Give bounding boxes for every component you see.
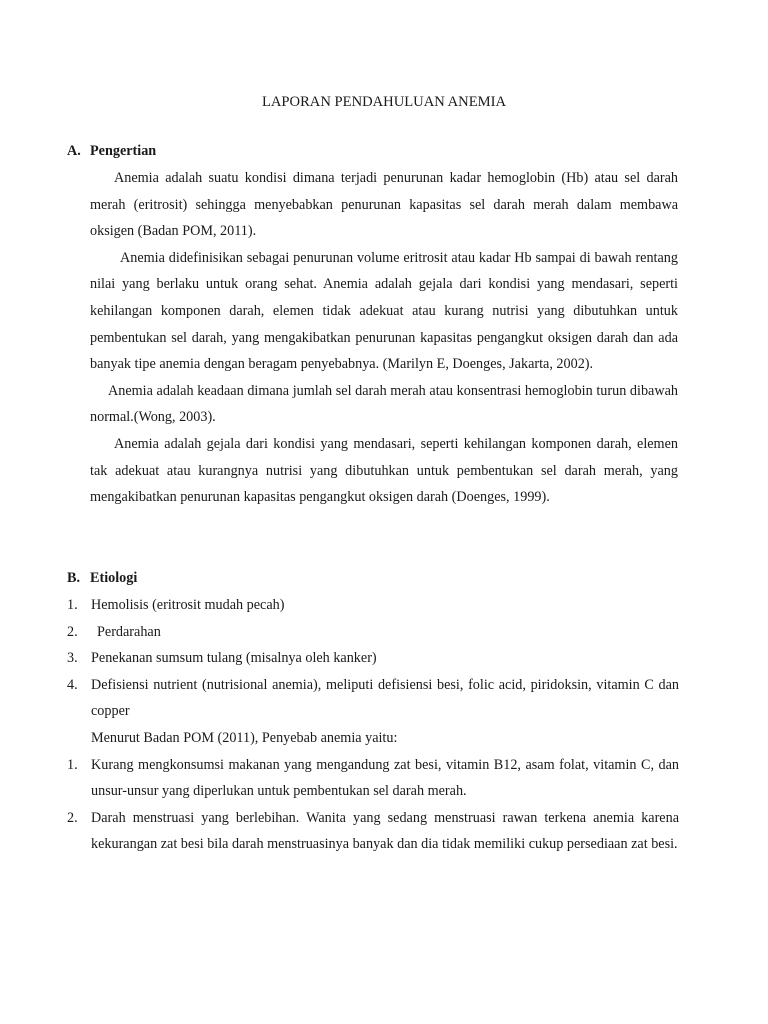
paragraph: Anemia adalah suatu kondisi dimana terjadi penurunan kadar hemoglobin (Hb) atau sel darah merah (eritrosit) sehingga menyebabkan penurunan kapasitas sel darah merah dalam membawa oksigen (Badan POM, 2011). [90,170,678,240]
list-item [67,619,679,646]
section-b-heading [67,567,679,589]
section-b-number: B. [67,570,81,586]
section-a-body [90,165,678,511]
paragraph: Anemia didefinisikan sebagai penurunan volume eritrosit atau kadar Hb sampai di bawah rentang nilai yang berlaku untuk orang sehat. Anemia adalah gejala dari kondisi yang mendasari, seperti kehilangan komponen darah, elemen tidak adekuat atau kurang nutrisi yang dibutuhkan untuk pembentukan sel darah, yang mengakibatkan penurunan kapasitas pengangkut oksigen darah dan ada banyak tipe anemia dengan beragam penyebabnya. (Marilyn E, Doenges, Jakarta, 2002). [90,249,678,373]
paragraph: Anemia adalah keadaan dimana jumlah sel darah merah atau konsentrasi hemoglobin turun dibawah normal.(Wong, 2003). [90,382,678,426]
list-number: 4. [67,676,78,693]
section-a-title: Pengertian [90,143,157,159]
list-item [67,672,679,725]
list-number: 1. [67,756,78,773]
list-number: 2. [67,623,78,640]
list-text: Hemolisis (eritrosit mudah pecah) [91,597,285,613]
section-a-number: A. [67,143,81,159]
list-text: Penekanan sumsum tulang (misalnya oleh kanker) [91,650,377,667]
list-item [67,645,679,672]
list-text: Defisiensi nutrient (nutrisional anemia), meliputi defisiensi besi, folic acid, piridoksin, vitamin C dan copper [91,676,679,720]
list-item [67,752,679,805]
list-text: Perdarahan [97,623,161,640]
section-b-title: Etiologi [90,570,138,586]
list-intro: Menurut Badan POM (2011), Penyebab anemia yaitu: [91,729,398,746]
paragraph: Anemia adalah gejala dari kondisi yang mendasari, seperti kehilangan komponen darah, elemen tak adekuat atau kurangnya nutrisi yang dibutuhkan untuk pembentukan sel darah merah, yang mengakibatkan penurunan kapasitas pengangkut oksigen darah (Doenges, 1999). [90,435,678,506]
etiology-list [67,592,679,858]
document-title: LAPORAN PENDAHULUAN ANEMIA [261,94,507,110]
list-number: 3. [67,650,78,667]
list-text: Darah menstruasi yang berlebihan. Wanita yang sedang menstruasi rawan terkena anemia karena kekurangan zat besi bila darah menstruasinya banyak dan dia tidak memiliki cukup persediaan zat besi. [91,809,679,853]
list-item [67,592,679,619]
list-number: 1. [67,597,78,613]
list-text: Kurang mengkonsumsi makanan yang mengandung zat besi, vitamin B12, asam folat, vitamin C, dan unsur-unsur yang diperlukan untuk pembentukan sel darah merah. [91,756,679,800]
list-item [67,805,679,858]
list-number: 2. [67,809,78,826]
section-a-heading [67,140,679,162]
